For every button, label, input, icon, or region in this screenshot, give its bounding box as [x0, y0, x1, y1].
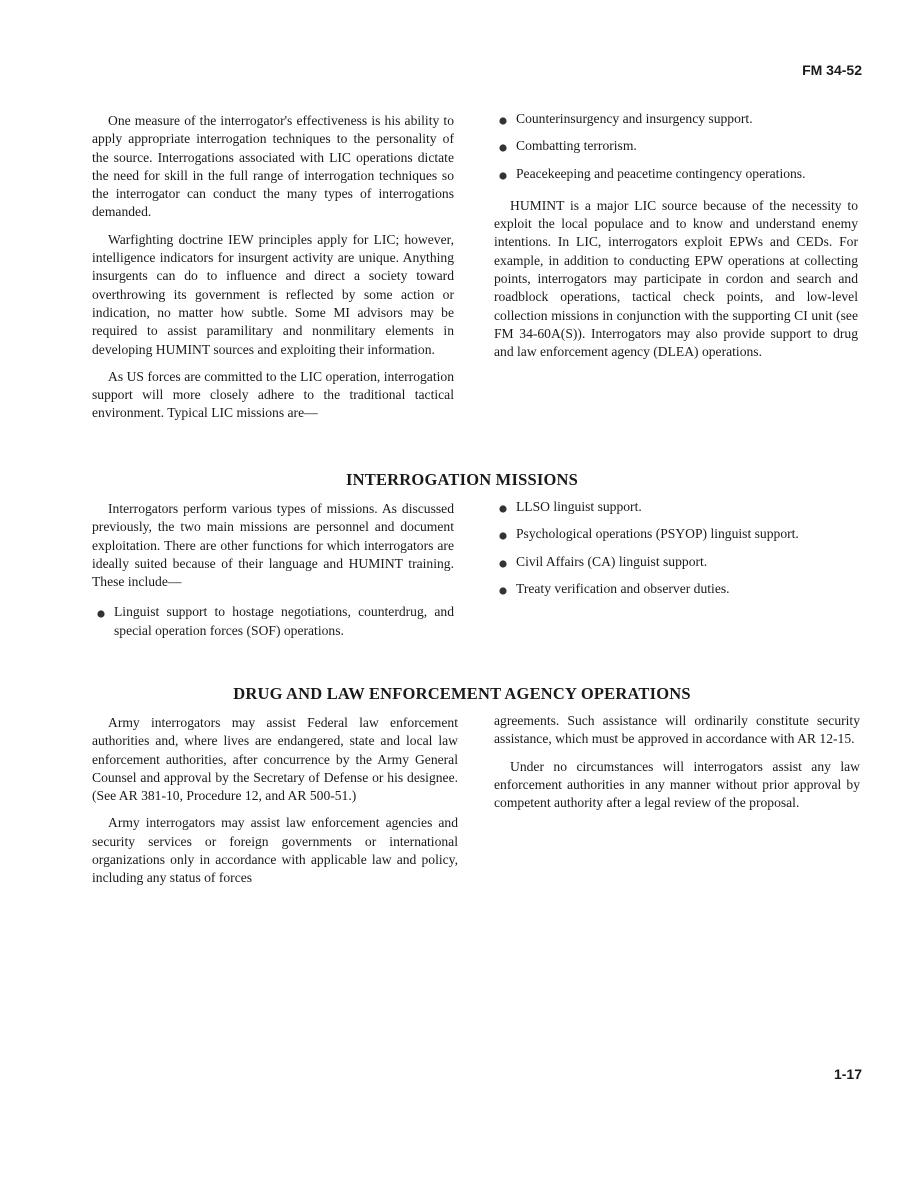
bullet-icon — [498, 168, 508, 178]
section1-right-column — [494, 498, 858, 607]
paragraph: Interrogators perform various types of missions. As discussed previously, the two main missions are personnel and document exploitation. There are other functions for which interrogators are ideally suited because of their language and HUMINT training. These include— — [92, 501, 454, 590]
list-item — [494, 110, 858, 128]
list-item-text: Peacekeeping and peacetime contingency operations. — [516, 165, 806, 181]
list-item-text: Linguist support to hostage negotiations, counterdrug, and special operation forces (SOF) operations. — [114, 604, 454, 638]
bullet-icon — [498, 140, 508, 150]
section1-left-column — [92, 500, 454, 649]
paragraph: agreements. Such assistance will ordinarily constitute security assistance, which must be approved in accordance with AR 12-15. — [494, 713, 860, 747]
paragraph: As US forces are committed to the LIC operation, interrogation support will more closely adhere to the traditional tactical environment. Typical LIC missions are— — [92, 368, 454, 421]
list-item — [494, 525, 858, 543]
bullet-icon — [498, 556, 508, 566]
bullet-icon — [498, 501, 508, 511]
list-item — [494, 553, 858, 571]
list-item-text: Counterinsurgency and insurgency support. — [516, 111, 753, 126]
section-heading: DRUG AND LAW ENFORCEMENT AGENCY OPERATIONS — [233, 684, 691, 703]
list-item — [92, 603, 454, 640]
document-id: FM 34-52 — [802, 62, 862, 78]
list-item — [494, 137, 858, 155]
section2-right-column — [494, 712, 860, 821]
paragraph: HUMINT is a major LIC source because of the necessity to exploit the local populace and to know and understand enemy intentions. In LIC, interrogators exploit EPWs and CEDs. For example, in addition to conducting EPW operations at collecting points, interrogators may participate in cordon and search and roadblock operations, tactical check points, and low-level collection missions in conjunction with the supporting CI unit (see FM 34-60A(S)). Interrogators may also provide support to drug and law enforcement agency (DLEA) operations. — [494, 197, 858, 360]
list-item-text: Combatting terrorism. — [516, 138, 637, 154]
bullet-icon — [498, 113, 508, 123]
paragraph: Under no circumstances will interrogators assist any law enforcement authorities in any manner without prior approval by competent authority after a legal review of the proposal. — [494, 758, 860, 811]
intro-left-column — [92, 112, 454, 432]
paragraph: Army interrogators may assist law enforcement agencies and security services or foreign governments or international organizations only in accordance with applicable law and policy, including any status of forces — [92, 815, 458, 886]
list-item — [494, 498, 858, 516]
page-number: 1-17 — [833, 1066, 862, 1082]
bullet-list — [494, 110, 858, 183]
paragraph: One measure of the interrogator's effectiveness is his ability to apply appropriate interrogation techniques to the personality of the source. Interrogations associated with LIC operations dictate the need for skill in the full range of interrogation techniques so the interrogator can conduct the many types of interrogations demanded. — [92, 113, 454, 220]
bullet-icon — [498, 528, 508, 538]
bullet-list — [494, 498, 858, 598]
bullet-list — [92, 603, 454, 640]
list-item-text: Treaty verification and observer duties. — [516, 580, 730, 596]
bullet-icon — [96, 606, 106, 616]
list-item-text: Civil Affairs (CA) linguist support. — [516, 553, 708, 569]
list-item-text: LLSO linguist support. — [516, 499, 642, 514]
bullet-icon — [498, 583, 508, 593]
intro-right-column — [494, 110, 858, 371]
section-heading: INTERROGATION MISSIONS — [346, 470, 578, 489]
list-item-text: Psychological operations (PSYOP) linguist support. — [516, 526, 799, 542]
paragraph: Warfighting doctrine IEW principles apply for LIC; however, intelligence indicators for insurgent activity are unique. Anything insurgents can do to influence and direct a society toward overthrowing its government is reflected by some action or indication, no matter how subtle. Some MI advisors may be required to assist paramilitary and nonmilitary elements in developing HUMINT sources and exploiting their information. — [92, 231, 454, 357]
paragraph: Army interrogators may assist Federal law enforcement authorities and, where lives are endangered, state and local law enforcement authorities, after concurrence by the Army General Counsel and approval by the Secretary of Defense or his designee. (See AR 381-10, Procedure 12, and AR 500-51.) — [92, 715, 458, 804]
list-item — [494, 580, 858, 598]
section2-left-column — [92, 714, 458, 897]
list-item — [494, 165, 858, 183]
